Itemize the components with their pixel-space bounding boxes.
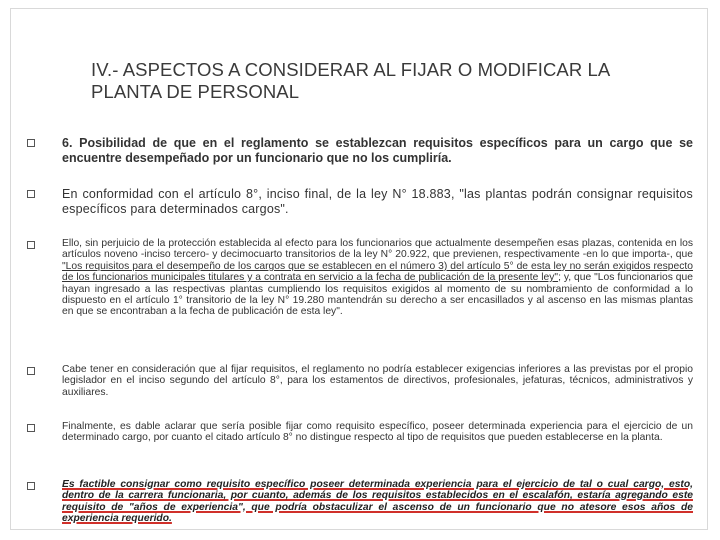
list-item (27, 187, 693, 217)
item-text: Cabe tener en consideración que al fijar requisitos, el reglamento no podría establecer exigencias inferiores a las previstas por el propio legislador en el inciso segundo del artículo 8°, para los estamentos de directivos, profesionales, jefaturas, técnicos, administrativos y auxiliares. (62, 364, 693, 398)
item-text-after: ; y, que "Los funcionarios que hayan ingresado a las respectivas plantas cumpliendo los requisitos exigidos al momento de su nombramiento de conformidad a lo dispuesto en el artículo 1° transitorio de la ley N° 19.280 mantendrán su derecho a ser encasillados y al ascenso en las mismas plantas en que se encontraban a la fecha de publicación de esta ley". (62, 272, 693, 318)
slide-title: IV.- ASPECTOS A CONSIDERAR AL FIJAR O MODIFICAR LA PLANTA DE PERSONAL (91, 59, 611, 102)
item-text: 6. Posibilidad de que en el reglamento se establezcan requisitos específicos para un cargo que se encuentre desempeñado por un funcionario que no los cumpliría. (62, 136, 693, 165)
item-text-before: Ello, sin perjuicio de la protección establecida al efecto para los funcionarios que actualmente desempeñen esas plazas, contenida en los artículos noveno -inciso tercero- y decimocuarto transitorios de la ley N° 20.922, que previenen, respectivamente -en lo que importa-, que (62, 238, 693, 261)
item-text-emphasis: Es factible consignar como requisito específico poseer determinada experiencia para el ejercicio de tal o cual cargo, esto, dentro de la carrera funcionaria, por cuanto, además de los requisitos establecidos en el escalafón, estaría agregando este requisito de "años de experiencia", que podría obstaculizar el ascenso de un funcionario que no atesore esos años de experiencia requerido. (62, 479, 693, 525)
item-text (62, 238, 693, 318)
list-item (27, 136, 693, 166)
item-text: Finalmente, es dable aclarar que sería posible fijar como requisito específico, poseer determinada experiencia para el ejercicio de un determinado cargo, por cuanto el citado artículo 8° no distingue respecto al tipo de requisitos que pueden establecerse en la planta. (62, 421, 693, 444)
checkbox-bullet-icon (27, 482, 35, 490)
list-item (27, 421, 693, 444)
slide (10, 8, 708, 530)
item-text: En conformidad con el artículo 8°, inciso final, de la ley N° 18.883, "las plantas podrán consignar requisitos específicos para determinados cargos". (62, 187, 693, 216)
list-item (27, 238, 693, 318)
checkbox-bullet-icon (27, 424, 35, 432)
list-item (27, 364, 693, 398)
checkbox-bullet-icon (27, 139, 35, 147)
checkbox-bullet-icon (27, 241, 35, 249)
checkbox-bullet-icon (27, 367, 35, 375)
item-text-quote: "Los requisitos para el desempeño de los cargos que se establecen en el número 3) del artículo 5° de esta ley no serán exigidos respecto de los funcionarios municipales titulares y a contrata en servicio a la fecha de publicación de la presente ley" (62, 260, 693, 284)
checkbox-bullet-icon (27, 190, 35, 198)
list-item (27, 479, 693, 525)
